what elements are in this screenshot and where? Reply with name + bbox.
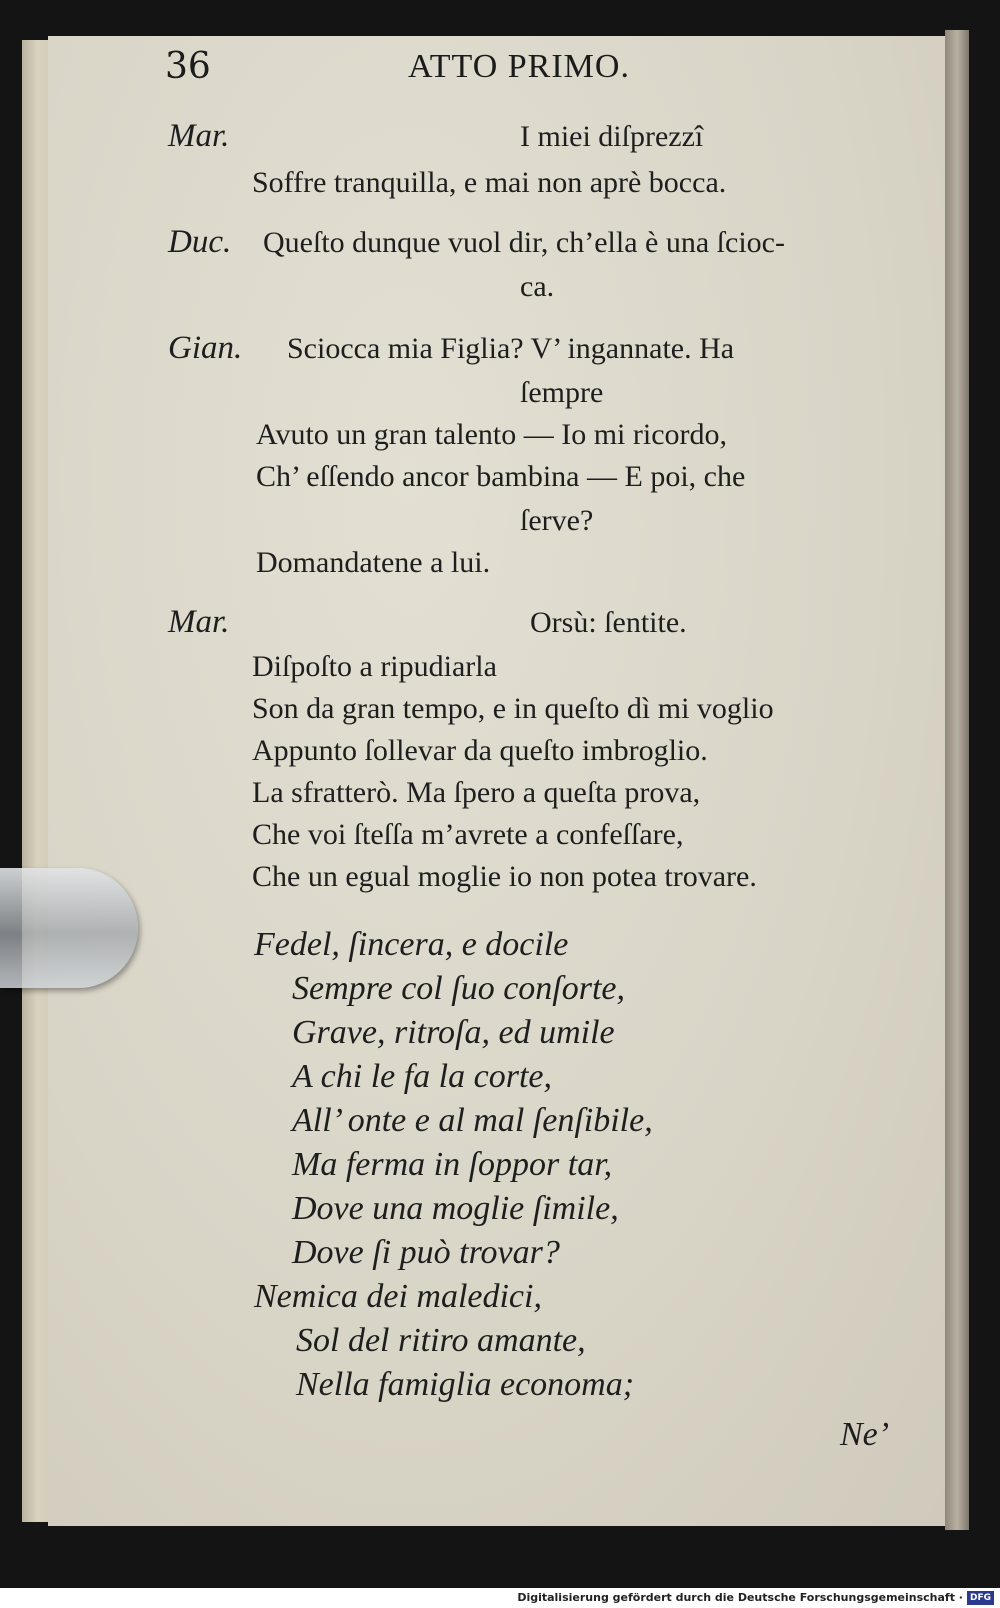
page-number: 36 [165, 46, 211, 87]
aria-line: Nemica dei maledici, [254, 1278, 542, 1315]
verse-line: ſempre [520, 376, 604, 409]
aria-line: Sol del ritiro amante, [296, 1322, 586, 1359]
glass-clip [0, 868, 138, 988]
aria-line: Sempre col ſuo conſorte, [292, 970, 625, 1007]
aria-line: Dove ſi può trovar? [292, 1234, 560, 1271]
verse-line: Soffre tranquilla, e mai non aprè bocca. [252, 166, 727, 199]
aria-line: Fedel, ſincera, e docile [254, 926, 569, 963]
aria-line: Grave, ritroſa, ed umile [292, 1014, 615, 1051]
aria-line: Nella famiglia economa; [296, 1366, 635, 1403]
right-page-edge [945, 30, 969, 1530]
verse-line: Orsù: ſentite. [530, 606, 687, 639]
verse-line: I miei diſprezzî [520, 120, 704, 153]
catchword: Ne’ [840, 1416, 890, 1453]
speaker-label: Duc. [168, 224, 232, 260]
aria-line: A chi le fa la corte, [292, 1058, 552, 1095]
verse-line: ſerve? [520, 504, 594, 537]
verse-line: Domandatene a lui. [256, 546, 491, 579]
verse-line: Che un egual moglie io non potea trovare. [252, 860, 757, 893]
verse-line: Son da gran tempo, e in queſto dì mi voglio [252, 692, 774, 725]
verse-line: Diſpoſto a ripudiarla [252, 650, 497, 683]
speaker-label: Mar. [168, 118, 230, 154]
running-head: ATTO PRIMO. [408, 48, 630, 85]
digitization-footer [0, 1588, 1000, 1608]
aria-line: Ma ferma in ſoppor tar, [292, 1146, 613, 1183]
verse-line: ca. [520, 270, 555, 303]
speaker-label: Gian. [168, 330, 243, 366]
verse-line: La sfratterò. Ma ſpero a queſta prova, [252, 776, 701, 809]
verse-line: Queſto dunque vuol dir, ch’ella è una ſcioc- [263, 226, 785, 259]
verse-line: Appunto ſollevar da queſto imbroglio. [252, 734, 708, 767]
verse-line: Sciocca mia Figlia? V’ ingannate. Ha [287, 332, 735, 365]
footer-credit: Digitalisierung gefördert durch die Deutsche Forschungsgemeinschaft · [517, 1591, 963, 1604]
verse-line: Che voi ſteſſa m’avrete a confeſſare, [252, 818, 684, 851]
verse-line: Ch’ eſſendo ancor bambina — E poi, che [256, 460, 746, 493]
speaker-label: Mar. [168, 604, 230, 640]
verse-line: Avuto un gran talento — Io mi ricordo, [256, 418, 728, 451]
dfg-logo: DFG [967, 1591, 994, 1605]
aria-line: All’ onte e al mal ſenſibile, [292, 1102, 653, 1139]
aria-line: Dove una moglie ſimile, [292, 1190, 619, 1227]
